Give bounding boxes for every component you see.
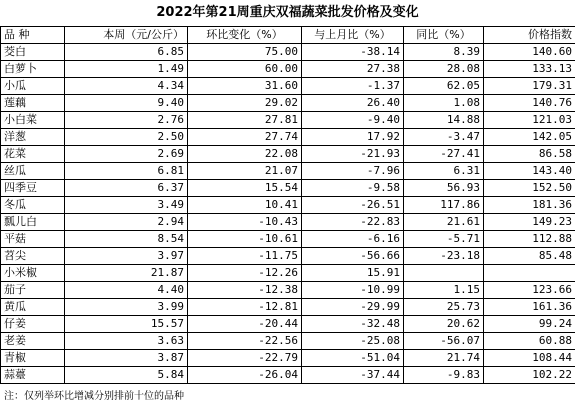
variety-cell: 青椒	[1, 350, 65, 367]
year-change-cell: 6.31	[404, 163, 484, 180]
month-change-cell: -7.96	[302, 163, 404, 180]
year-change-cell: 21.61	[404, 214, 484, 231]
month-change-cell: -1.37	[302, 78, 404, 95]
table-row	[1, 112, 575, 129]
variety-cell: 冬瓜	[1, 197, 65, 214]
table-body	[1, 44, 575, 384]
index-cell: 123.66	[484, 282, 575, 299]
table-row	[1, 350, 575, 367]
month-change-cell: -32.48	[302, 316, 404, 333]
header-week-change: 环比变化（%）	[188, 27, 302, 44]
month-change-cell: -51.04	[302, 350, 404, 367]
table-row	[1, 282, 575, 299]
week-change-cell: 22.08	[188, 146, 302, 163]
price-cell: 2.76	[65, 112, 188, 129]
variety-cell: 白萝卜	[1, 61, 65, 78]
index-cell: 181.36	[484, 197, 575, 214]
table-header-row	[1, 27, 575, 44]
table-row	[1, 197, 575, 214]
table-row	[1, 299, 575, 316]
variety-cell: 花菜	[1, 146, 65, 163]
index-cell: 85.48	[484, 248, 575, 265]
variety-cell: 瓢儿白	[1, 214, 65, 231]
year-change-cell: 14.88	[404, 112, 484, 129]
year-change-cell: 62.05	[404, 78, 484, 95]
month-change-cell: 17.92	[302, 129, 404, 146]
index-cell	[484, 265, 575, 282]
variety-cell: 莲藕	[1, 95, 65, 112]
table-row	[1, 180, 575, 197]
index-cell: 179.31	[484, 78, 575, 95]
month-change-cell: -9.40	[302, 112, 404, 129]
month-change-cell: 26.40	[302, 95, 404, 112]
month-change-cell: 27.38	[302, 61, 404, 78]
price-cell: 15.57	[65, 316, 188, 333]
year-change-cell: 8.39	[404, 44, 484, 61]
price-cell: 3.49	[65, 197, 188, 214]
price-cell: 6.37	[65, 180, 188, 197]
price-cell: 21.87	[65, 265, 188, 282]
table-row	[1, 146, 575, 163]
table-row	[1, 333, 575, 350]
week-change-cell: -20.44	[188, 316, 302, 333]
variety-cell: 茄子	[1, 282, 65, 299]
price-cell: 9.40	[65, 95, 188, 112]
index-cell: 143.40	[484, 163, 575, 180]
index-cell: 152.50	[484, 180, 575, 197]
table-row	[1, 61, 575, 78]
month-change-cell: -22.83	[302, 214, 404, 231]
variety-cell: 丝瓜	[1, 163, 65, 180]
variety-cell: 小米椒	[1, 265, 65, 282]
week-change-cell: -10.43	[188, 214, 302, 231]
week-change-cell: -11.75	[188, 248, 302, 265]
year-change-cell: 21.74	[404, 350, 484, 367]
table-row	[1, 78, 575, 95]
year-change-cell: -3.47	[404, 129, 484, 146]
month-change-cell: 15.91	[302, 265, 404, 282]
week-change-cell: -22.56	[188, 333, 302, 350]
index-cell: 140.76	[484, 95, 575, 112]
week-change-cell: -12.81	[188, 299, 302, 316]
price-cell: 1.49	[65, 61, 188, 78]
week-change-cell: 21.07	[188, 163, 302, 180]
month-change-cell: -21.93	[302, 146, 404, 163]
table-row	[1, 367, 575, 384]
year-change-cell: 117.86	[404, 197, 484, 214]
index-cell: 142.05	[484, 129, 575, 146]
year-change-cell: 28.08	[404, 61, 484, 78]
month-change-cell: -6.16	[302, 231, 404, 248]
variety-cell: 小瓜	[1, 78, 65, 95]
variety-cell: 茭白	[1, 44, 65, 61]
table-row	[1, 231, 575, 248]
year-change-cell: -23.18	[404, 248, 484, 265]
index-cell: 133.13	[484, 61, 575, 78]
year-change-cell: -9.83	[404, 367, 484, 384]
header-price-index: 价格指数	[484, 27, 575, 44]
year-change-cell	[404, 265, 484, 282]
header-this-week-price: 本周（元/公斤）	[65, 27, 188, 44]
variety-cell: 黄瓜	[1, 299, 65, 316]
week-change-cell: 15.54	[188, 180, 302, 197]
week-change-cell: -12.38	[188, 282, 302, 299]
month-change-cell: -9.58	[302, 180, 404, 197]
index-cell: 161.36	[484, 299, 575, 316]
week-change-cell: -22.79	[188, 350, 302, 367]
variety-cell: 老姜	[1, 333, 65, 350]
table-row	[1, 163, 575, 180]
table-row	[1, 129, 575, 146]
index-cell: 108.44	[484, 350, 575, 367]
page-title: 2022年第21周重庆双福蔬菜批发价格及变化	[156, 5, 419, 20]
index-cell: 102.22	[484, 367, 575, 384]
price-cell: 4.34	[65, 78, 188, 95]
price-cell: 3.99	[65, 299, 188, 316]
month-change-cell: -10.99	[302, 282, 404, 299]
index-cell: 112.88	[484, 231, 575, 248]
month-change-cell: -29.99	[302, 299, 404, 316]
index-cell: 86.58	[484, 146, 575, 163]
table-row	[1, 214, 575, 231]
week-change-cell: 60.00	[188, 61, 302, 78]
price-cell: 2.50	[65, 129, 188, 146]
week-change-cell: 75.00	[188, 44, 302, 61]
price-cell: 5.84	[65, 367, 188, 384]
price-cell: 3.97	[65, 248, 188, 265]
index-cell: 99.24	[484, 316, 575, 333]
variety-cell: 仔姜	[1, 316, 65, 333]
table-row	[1, 316, 575, 333]
variety-cell: 苕尖	[1, 248, 65, 265]
year-change-cell: -56.07	[404, 333, 484, 350]
week-change-cell: 27.74	[188, 129, 302, 146]
table-row	[1, 248, 575, 265]
week-change-cell: 29.02	[188, 95, 302, 112]
year-change-cell: -5.71	[404, 231, 484, 248]
price-cell: 3.63	[65, 333, 188, 350]
table-row	[1, 95, 575, 112]
index-cell: 140.60	[484, 44, 575, 61]
price-cell: 3.87	[65, 350, 188, 367]
table-row	[1, 44, 575, 61]
price-cell: 2.94	[65, 214, 188, 231]
price-cell: 4.40	[65, 282, 188, 299]
variety-cell: 蒜薹	[1, 367, 65, 384]
month-change-cell: -37.44	[302, 367, 404, 384]
variety-cell: 洋葱	[1, 129, 65, 146]
year-change-cell: -27.41	[404, 146, 484, 163]
week-change-cell: 10.41	[188, 197, 302, 214]
week-change-cell: -26.04	[188, 367, 302, 384]
price-cell: 6.81	[65, 163, 188, 180]
month-change-cell: -38.14	[302, 44, 404, 61]
month-change-cell: -25.08	[302, 333, 404, 350]
header-month-change: 与上月比（%）	[302, 27, 404, 44]
table-row	[1, 265, 575, 282]
footnote: 注：仅列举环比增减分别排前十位的品种	[4, 391, 184, 402]
year-change-cell: 20.62	[404, 316, 484, 333]
variety-cell: 四季豆	[1, 180, 65, 197]
index-cell: 121.03	[484, 112, 575, 129]
header-year-change: 同比（%）	[404, 27, 484, 44]
week-change-cell: -12.26	[188, 265, 302, 282]
price-cell: 8.54	[65, 231, 188, 248]
month-change-cell: -26.51	[302, 197, 404, 214]
variety-cell: 平菇	[1, 231, 65, 248]
index-cell: 60.88	[484, 333, 575, 350]
variety-cell: 小白菜	[1, 112, 65, 129]
week-change-cell: 27.81	[188, 112, 302, 129]
year-change-cell: 1.15	[404, 282, 484, 299]
week-change-cell: 31.60	[188, 78, 302, 95]
week-change-cell: -10.61	[188, 231, 302, 248]
price-cell: 6.85	[65, 44, 188, 61]
year-change-cell: 56.93	[404, 180, 484, 197]
year-change-cell: 1.08	[404, 95, 484, 112]
price-cell: 2.69	[65, 146, 188, 163]
year-change-cell: 25.73	[404, 299, 484, 316]
index-cell: 149.23	[484, 214, 575, 231]
header-variety: 品 种	[1, 27, 65, 44]
price-table	[0, 26, 575, 384]
month-change-cell: -56.66	[302, 248, 404, 265]
